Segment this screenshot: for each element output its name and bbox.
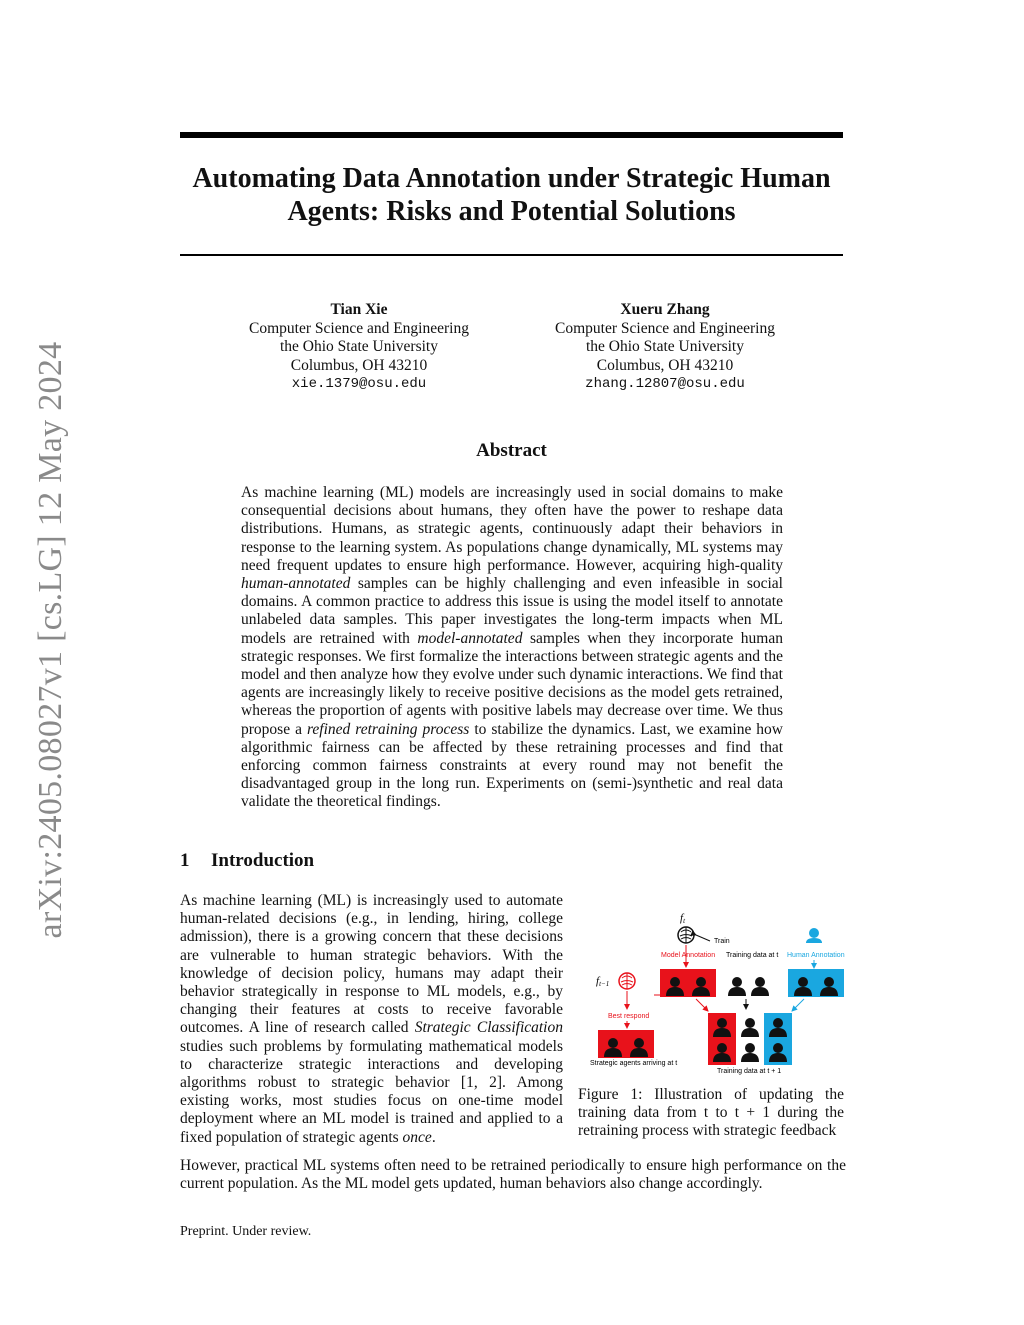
training-data-t-label: Training data at t [726, 952, 779, 959]
author-institution: the Ohio State University [586, 338, 744, 355]
human-annotation-label: Human Annotation [787, 952, 845, 959]
author-location: Columbus, OH 43210 [290, 356, 428, 374]
figure-1-caption: Figure 1: Illustration of updating the training data from t to t + 1 during the retraining process with strategic feedback [578, 1086, 844, 1140]
figure-1-diagram [586, 905, 848, 1075]
title-bottom-rule [180, 254, 843, 256]
title-top-rule [180, 132, 843, 138]
to-next-red-arrow [696, 999, 708, 1011]
human-annotator-icon [806, 928, 822, 943]
footer-note: Preprint. Under review. [180, 1224, 312, 1239]
author-department: Computer Science and Engineering [249, 319, 469, 337]
section-heading-introduction [180, 850, 314, 872]
model-brain-icon [678, 927, 694, 943]
prev-model-brain-icon [619, 973, 635, 989]
intro-paragraph-1: As machine learning (ML) is increasingly used to automate human-related decisions (e.g., in lending, hiring, college admission), there is a growing concern that these decisions are vulnerable to human strategic behaviors. With the knowledge of decision policy, humans may adapt their behavior strategically in response to ML models, e.g., by changing their features at costs to receive favorable outcomes. A line of research called Strategic Classification studies such problems by formulating mathematical models to characterize strategic interactions and developing algorithms robust to strategic behavior [1, 2]. Among existing works, most studies focus on one-time model deployment where an ML model is trained and applied to a fixed population of strategic agents once. [180, 892, 563, 1146]
intro-paragraph-2: However, practical ML systems often need to be retrained periodically to ensure high performance on the current population. As the ML model gets updated, human behaviors also change accordingly. [180, 1157, 846, 1193]
abstract-text: As machine learning (ML) models are increasingly used in social domains to make consequential decisions about humans, they often have the power to reshape data distributions. Humans, as strategic agents, continuously adapt their behaviors in response to the learning system. As populations change dynamically, ML systems may need frequent updates to ensure high performance. However, acquiring high-quality human-annotated samples can be highly challenging and even infeasible in social domains. A common practice to address this issue is using the model itself to annotate unlabeled data samples. This paper investigates the long-term impacts when ML models are retrained with model-annotated samples when they incorporate human strategic responses. We first formalize the interactions between strategic agents and the model and then analyze how they evolve under such dynamic interactions. We find that agents are increasingly likely to receive positive decisions as the model gets retrained, whereas the proportion of agents with positive labels may decrease over time. We thus propose a refined retraining process to stabilize the dynamics. Last, we examine how algorithmic fairness can be affected by these retraining processes and find that enforcing common fairness constraints at every round may not benefit the disadvantaged group in the long run. Experiments on (semi-)synthetic and real data validate the theoretical findings. [241, 484, 784, 811]
f-prev-label: ft−1 [596, 975, 610, 988]
author-location: Columbus, OH 43210 [596, 356, 734, 374]
author-email[interactable]: zhang.12807@osu.edu [585, 376, 745, 392]
author-department: Computer Science and Engineering [555, 319, 775, 337]
author-email[interactable]: xie.1379@osu.edu [291, 376, 427, 392]
author-name: Xueru Zhang [620, 301, 710, 318]
section-title: Introduction [211, 850, 315, 871]
author-name: Tian Xie [330, 301, 388, 318]
author-block-1 [209, 301, 509, 394]
author-institution: the Ohio State University [280, 338, 438, 355]
arxiv-side-stamp: arXiv:2405.08027v1 [cs.LG] 12 May 2024 [32, 341, 69, 939]
model-annotation-label: Model Annotation [661, 952, 716, 959]
train-label: Train [714, 938, 730, 945]
f-t-label: ft [680, 912, 686, 925]
strategic-agents-label: Strategic agents arriving at t [590, 1060, 678, 1067]
training-data-t1-label: Training data at t + 1 [717, 1068, 782, 1075]
to-next-blue-arrow [792, 999, 804, 1011]
paper-title: Automating Data Annotation under Strategic Human Agents: Risks and Potential Solutions [192, 163, 831, 227]
section-number: 1 [180, 850, 190, 871]
unlabeled-agents [728, 977, 769, 996]
author-block-2 [515, 301, 815, 394]
best-respond-label: Best respond [608, 1013, 650, 1020]
train-arrow [696, 935, 710, 941]
abstract-heading: Abstract [476, 440, 547, 461]
